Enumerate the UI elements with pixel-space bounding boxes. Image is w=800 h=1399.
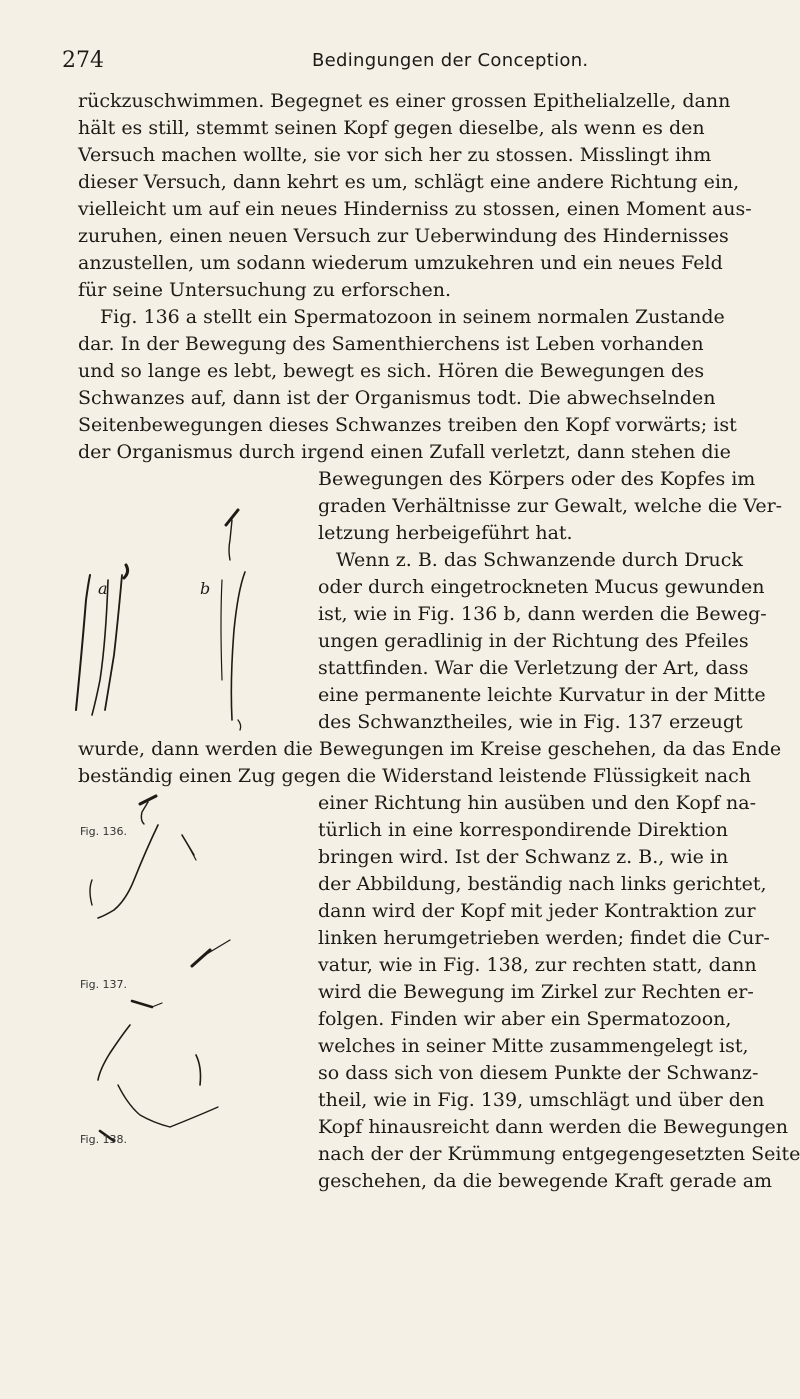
- text-line: für seine Untersuchung zu erforschen.: [78, 279, 452, 301]
- text-line: ist, wie in Fig. 136 b, dann werden die Beweg-: [318, 603, 767, 625]
- figure-138-drawing: [70, 995, 270, 1145]
- text-line: des Schwanztheiles, wie in Fig. 137 erzeugt: [318, 711, 743, 733]
- figure-136-label-b: b: [200, 579, 211, 598]
- text-line: Schwanzes auf, dann ist der Organismus todt. Die abwechselnden: [78, 387, 716, 409]
- text-line: geschehen, da die bewegende Kraft gerade am: [318, 1170, 773, 1192]
- text-line: der Organismus durch irgend einen Zufall verletzt, dann stehen die: [78, 441, 731, 463]
- text-line: dar. In der Bewegung des Samenthierchens ist Leben vorhanden: [78, 333, 704, 355]
- figure-137: [70, 790, 270, 991]
- figure-138: [70, 995, 270, 1145]
- text-line: dieser Versuch, dann kehrt es um, schlägt eine andere Richtung ein,: [78, 171, 740, 193]
- figure-137-drawing: [70, 790, 270, 975]
- text-line: graden Verhältnisse zur Gewalt, welche die Ver-: [318, 495, 783, 517]
- page-number: 274: [62, 48, 104, 73]
- text-line: und so lange es lebt, bewegt es sich. Hören die Bewegungen des: [78, 360, 705, 382]
- text-line: wird die Bewegung im Zirkel zur Rechten er-: [318, 981, 754, 1003]
- page-header: [0, 48, 800, 82]
- text-line: ungen geradlinig in der Richtung des Pfeiles: [318, 630, 749, 652]
- running-title: Bedingungen der Conception.: [312, 50, 589, 71]
- text-line: der Abbildung, beständig nach links gerichtet,: [318, 873, 767, 895]
- text-line: Versuch machen wollte, sie vor sich her zu stossen. Misslingt ihm: [78, 144, 712, 166]
- text-line: Seitenbewegungen dieses Schwanzes treiben den Kopf vorwärts; ist: [78, 414, 737, 436]
- text-line: dann wird der Kopf mit jeder Kontraktion zur: [318, 900, 756, 922]
- text-line: einer Richtung hin ausüben und den Kopf na-: [318, 792, 757, 814]
- text-line: türlich in eine korrespondirende Direktion: [318, 819, 728, 841]
- text-line: welches in seiner Mitte zusammengelegt ist,: [318, 1035, 749, 1057]
- text-line: hält es still, stemmt seinen Kopf gegen dieselbe, als wenn es den: [78, 117, 705, 139]
- text-line: letzung herbeigeführt hat.: [318, 522, 573, 544]
- text-line: linken herumgetrieben werden; findet die Cur-: [318, 927, 770, 949]
- text-line: vielleicht um auf ein neues Hinderniss zu stossen, einen Moment aus-: [78, 198, 752, 220]
- text-line: nach der der Krümmung entgegengesetzten Seite: [318, 1143, 800, 1165]
- text-line: eine permanente leichte Kurvatur in der Mitte: [318, 684, 766, 706]
- text-line: anzustellen, um sodann wiederum umzukehren und ein neues Feld: [78, 252, 723, 274]
- text-line: folgen. Finden wir aber ein Spermatozoon,: [318, 1008, 732, 1030]
- text-line: Bewegungen des Körpers oder des Kopfes im: [318, 468, 756, 490]
- text-line: Fig. 136 a stellt ein Spermatozoon in seinem normalen Zustande: [100, 306, 725, 328]
- text-line: rückzuschwimmen. Begegnet es einer grossen Epithelialzelle, dann: [78, 90, 731, 112]
- text-line: Kopf hinausreicht dann werden die Bewegungen: [318, 1116, 788, 1138]
- figure-136-label-a: a: [98, 579, 108, 598]
- text-line: theil, wie in Fig. 139, umschlägt und über den: [318, 1089, 765, 1111]
- text-line: beständig einen Zug gegen die Widerstand leistende Flüssigkeit nach: [78, 765, 751, 787]
- text-line: vatur, wie in Fig. 138, zur rechten statt, dann: [318, 954, 757, 976]
- figure-136-caption: Fig. 136.: [80, 825, 128, 838]
- text-line: stattfinden. War die Verletzung der Art, dass: [318, 657, 749, 679]
- text-line: zuruhen, einen neuen Versuch zur Ueberwindung des Hindernisses: [78, 225, 729, 247]
- text-line: bringen wird. Ist der Schwanz z. B., wie in: [318, 846, 729, 868]
- text-line: so dass sich von diesem Punkte der Schwanz-: [318, 1062, 759, 1084]
- text-line: wurde, dann werden die Bewegungen im Kreise geschehen, da das Ende: [78, 738, 782, 760]
- figure-138-caption: Fig. 138.: [80, 1133, 128, 1146]
- text-line: oder durch eingetrockneten Mucus gewunden: [318, 576, 765, 598]
- figure-137-caption: Fig. 137.: [80, 978, 128, 991]
- text-line: Wenn z. B. das Schwanzende durch Druck: [336, 549, 743, 571]
